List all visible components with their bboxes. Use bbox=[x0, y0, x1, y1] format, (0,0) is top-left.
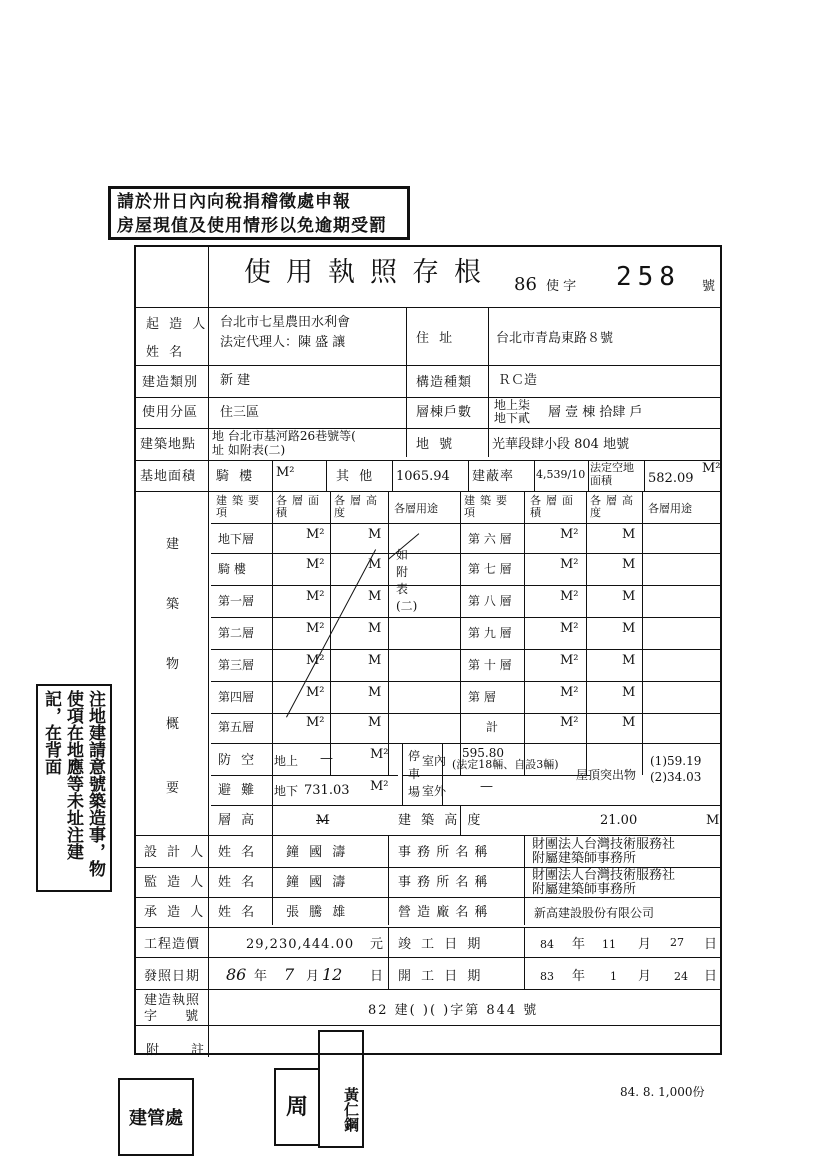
area-unit: M² bbox=[560, 621, 579, 636]
start-y: 年 bbox=[572, 969, 586, 984]
area-unit: M² bbox=[560, 653, 579, 668]
total-height-label: 建 築 高 度 bbox=[398, 813, 484, 828]
col-area-header-2: 各層面積 bbox=[530, 494, 578, 519]
open-space-label: 法定空地面積 bbox=[590, 461, 634, 487]
designer-office-label: 事 務 所 名 稱 bbox=[398, 845, 489, 860]
structure-value: ＲＣ造 bbox=[498, 373, 538, 388]
completion-month: 11 bbox=[602, 938, 616, 951]
stamp-line-2: 房屋現值及使用情形以免逾期受罰 bbox=[117, 216, 387, 236]
shelter-above-value: — bbox=[320, 751, 333, 766]
floors-text: 層 壹 棟 拾肆 戶 bbox=[548, 405, 643, 420]
parking-label: 停車場 bbox=[408, 749, 421, 799]
pen-stroke bbox=[286, 549, 376, 717]
height-unit: M bbox=[368, 685, 382, 700]
completion-y: 年 bbox=[572, 937, 586, 952]
start-m: 月 bbox=[638, 969, 652, 984]
col-item-header: 建築要項 bbox=[216, 494, 264, 519]
designer-office-1: 財團法人台灣技術服務社 bbox=[532, 837, 676, 852]
building-summary-char-5: 要 bbox=[166, 781, 180, 796]
builder-representative: 法定代理人：陳 盛 讓 bbox=[220, 335, 346, 350]
parking-indoor-note: (法定18輛、自設3輛) bbox=[452, 758, 559, 771]
lot-label: 地 號 bbox=[416, 437, 456, 452]
floor-height-value: M bbox=[316, 813, 330, 828]
issue-month: 7 bbox=[284, 965, 295, 984]
notes-label: 附 註 bbox=[146, 1043, 219, 1058]
floor-row-10: 第 十 層 bbox=[468, 658, 512, 672]
completion-label: 竣 工 日 期 bbox=[398, 937, 484, 952]
height-unit: M bbox=[622, 589, 636, 604]
floor-row-x: 第 層 bbox=[468, 690, 496, 704]
col-area-header: 各層面積 bbox=[276, 494, 324, 519]
completion-year: 84 bbox=[540, 938, 554, 951]
form-suffix: 號 bbox=[702, 279, 716, 294]
designer-label: 設 計 人 bbox=[144, 845, 207, 860]
side-note bbox=[36, 684, 112, 892]
builder-label: 起 造 人 bbox=[146, 317, 209, 332]
area-unit: M² bbox=[306, 589, 325, 604]
height-unit: M bbox=[622, 557, 636, 572]
building-summary-char-3: 物 bbox=[166, 657, 180, 672]
structure-label: 構造種類 bbox=[416, 375, 473, 390]
tax-notice-stamp bbox=[108, 186, 410, 240]
building-type-label: 建造類別 bbox=[142, 375, 199, 390]
completion-day: 27 bbox=[670, 936, 684, 949]
seal-huang bbox=[318, 1030, 364, 1148]
form-title: 使用執照存根 bbox=[244, 257, 496, 288]
start-day: 24 bbox=[674, 970, 688, 983]
seal-huang-text: 黃仁鋼 bbox=[342, 1086, 360, 1132]
area-unit: M² bbox=[306, 621, 325, 636]
start-month: 1 bbox=[610, 970, 617, 983]
shelter-below-value: 731.03 bbox=[304, 783, 350, 798]
issue-year: 86 bbox=[226, 965, 247, 984]
floor-row-2: 第二層 bbox=[218, 626, 255, 640]
issue-d: 日 bbox=[370, 969, 384, 984]
area-unit: M² bbox=[306, 653, 325, 668]
completion-m: 月 bbox=[638, 937, 652, 952]
floor-row-8: 第 八 層 bbox=[468, 594, 512, 608]
cost-value: 29,230,444.00 bbox=[246, 937, 355, 952]
col-item-header-2: 建築要項 bbox=[464, 494, 512, 519]
height-unit: M bbox=[622, 685, 636, 700]
form-char-label: 使 字 bbox=[546, 279, 577, 294]
col-use-header-2: 各層用途 bbox=[648, 502, 692, 515]
open-space-unit: M² bbox=[702, 461, 721, 476]
parking-outdoor-value: — bbox=[480, 779, 493, 794]
total-height-value: 21.00 bbox=[600, 813, 638, 828]
print-info: 84. 8. 1,000份 bbox=[620, 1085, 705, 1099]
roof-value-2: (2)34.03 bbox=[650, 770, 702, 784]
height-unit: M bbox=[368, 653, 382, 668]
completion-d: 日 bbox=[704, 937, 718, 952]
area-unit: M² bbox=[306, 715, 325, 730]
coverage-label: 建蔽率 bbox=[472, 469, 515, 484]
area-unit: M² bbox=[560, 589, 579, 604]
roof-label: 屋頂突出物 bbox=[576, 768, 637, 782]
arcade-label: 騎 樓 bbox=[216, 469, 256, 484]
area-unit: M² bbox=[306, 685, 325, 700]
permit-label-1: 建造執照 bbox=[144, 993, 201, 1008]
floor-row-total: 計 bbox=[486, 720, 499, 734]
height-unit: M bbox=[368, 589, 382, 604]
parking-indoor-value: 595.80 bbox=[462, 746, 504, 760]
supervisor-office-label: 事 務 所 名 稱 bbox=[398, 875, 489, 890]
shelter-below-unit: M² bbox=[370, 779, 389, 794]
height-unit: M bbox=[368, 527, 382, 542]
parking-outdoor-label: 室外 bbox=[422, 784, 447, 798]
form-number: 258 bbox=[616, 262, 681, 292]
area-unit: M² bbox=[306, 527, 325, 542]
col-use-header: 各層用途 bbox=[394, 502, 438, 515]
builder-name: 台北市七星農田水利會 bbox=[220, 315, 351, 330]
start-label: 開 工 日 期 bbox=[398, 969, 484, 984]
arcade-value: M² bbox=[276, 465, 295, 480]
supervisor-name-label: 姓 名 bbox=[218, 875, 258, 890]
permit-text: 82 建( )( )字第 844 號 bbox=[368, 1003, 539, 1018]
form-year: 86 bbox=[514, 274, 537, 295]
building-summary-char-2: 築 bbox=[166, 597, 180, 612]
height-unit: M bbox=[622, 527, 636, 542]
lot-value: 光華段肆小段 804 地號 bbox=[492, 437, 630, 452]
contractor-label: 承 造 人 bbox=[144, 905, 207, 920]
designer-name: 鐘 國 濤 bbox=[286, 845, 349, 860]
site-address-2: 址 如附表(二) bbox=[212, 443, 286, 457]
floors-count-label: 層棟戶數 bbox=[416, 405, 473, 420]
builder-address: 台北市青島東路８號 bbox=[496, 331, 614, 346]
roof-value-1: (1)59.19 bbox=[650, 754, 702, 768]
other-label: 其 他 bbox=[336, 469, 376, 484]
site-address: 地 台北市基河路26巷號等( bbox=[212, 429, 356, 443]
designer-name-label: 姓 名 bbox=[218, 845, 258, 860]
permit-label-2: 字 號 bbox=[144, 1009, 211, 1024]
cost-unit: 元 bbox=[370, 937, 384, 952]
total-height-unit: M bbox=[706, 813, 720, 828]
floor-height-label: 層 高 bbox=[218, 813, 258, 828]
area-unit: M² bbox=[560, 685, 579, 700]
area-unit: M² bbox=[560, 527, 579, 542]
col-height-header-2: 各層高度 bbox=[590, 494, 638, 519]
contractor-name-label: 姓 名 bbox=[218, 905, 258, 920]
issue-day: 12 bbox=[322, 965, 343, 984]
shelter-below-label: 地下 bbox=[274, 784, 299, 798]
address-label: 住 址 bbox=[416, 331, 456, 346]
floor-row-6: 第 六 層 bbox=[468, 532, 512, 546]
building-type-value: 新 建 bbox=[220, 373, 251, 388]
height-unit: M bbox=[622, 715, 636, 730]
cost-label: 工程造價 bbox=[144, 937, 201, 952]
supervisor-office-2: 附屬建築師事務所 bbox=[532, 882, 637, 897]
supervisor-name: 鐘 國 濤 bbox=[286, 875, 349, 890]
start-year: 83 bbox=[540, 970, 554, 983]
contractor-company-label: 營 造 廠 名 稱 bbox=[398, 905, 489, 920]
floor-row-b: 地下層 bbox=[218, 532, 255, 546]
issue-m: 月 bbox=[306, 969, 320, 984]
height-unit: M bbox=[368, 557, 382, 572]
height-unit: M bbox=[622, 621, 636, 636]
supervisor-office-1: 財團法人台灣技術服務社 bbox=[532, 868, 676, 883]
floors-above: 地上柒 bbox=[494, 398, 531, 412]
parking-indoor-label: 室內 bbox=[422, 754, 447, 768]
floor-row-7: 第 七 層 bbox=[468, 562, 512, 576]
side-note-text: 注地建請意號築造事，物使項在地應等未址注建記，在背面 bbox=[41, 690, 105, 877]
height-unit: M bbox=[368, 621, 382, 636]
issue-y: 年 bbox=[254, 969, 268, 984]
shelter-above-unit: M² bbox=[370, 747, 389, 762]
floor-row-3: 第三層 bbox=[218, 658, 255, 672]
supervisor-label: 監 造 人 bbox=[144, 875, 207, 890]
building-summary-char-4: 概 bbox=[166, 717, 180, 732]
building-summary-char-1: 建 bbox=[166, 537, 180, 552]
use-note: 如附表(二) bbox=[396, 548, 418, 613]
height-unit: M bbox=[368, 715, 382, 730]
bureau-stamp bbox=[118, 1078, 194, 1156]
floor-row-5: 第五層 bbox=[218, 720, 255, 734]
stamp-line-1: 請於卅日內向稅捐稽徵處申報 bbox=[117, 192, 351, 212]
height-unit: M bbox=[622, 653, 636, 668]
designer-office-2: 附屬建築師事務所 bbox=[532, 851, 637, 866]
floor-row-1: 第一層 bbox=[218, 594, 255, 608]
floors-below: 地下貳 bbox=[494, 411, 531, 425]
floor-row-9: 第 九 層 bbox=[468, 626, 512, 640]
shelter-label-2: 避 難 bbox=[218, 783, 258, 798]
seal-chou bbox=[274, 1068, 320, 1146]
shelter-label-1: 防 空 bbox=[218, 753, 258, 768]
site-label: 建築地點 bbox=[140, 437, 197, 452]
floor-row-4: 第四層 bbox=[218, 690, 255, 704]
issue-label: 發照日期 bbox=[144, 969, 201, 984]
shelter-above-label: 地上 bbox=[274, 754, 299, 768]
coverage-value: 4,539/10 bbox=[536, 468, 586, 481]
start-d: 日 bbox=[704, 969, 718, 984]
open-space-value: 582.09 bbox=[648, 471, 694, 486]
base-area-label: 基地面積 bbox=[140, 469, 197, 484]
bureau-stamp-text: 建管處 bbox=[129, 1108, 183, 1129]
other-value: 1065.94 bbox=[396, 469, 450, 484]
license-form bbox=[134, 245, 722, 1058]
contractor-name: 張 騰 雄 bbox=[286, 905, 349, 920]
zone-label: 使用分區 bbox=[142, 405, 199, 420]
builder-name-label: 姓 名 bbox=[146, 345, 186, 360]
zone-value: 住三區 bbox=[220, 405, 260, 420]
contractor-company: 新高建設股份有限公司 bbox=[534, 906, 655, 920]
col-height-header: 各層高度 bbox=[334, 494, 382, 519]
area-unit: M² bbox=[560, 715, 579, 730]
margin-marks bbox=[740, 290, 810, 950]
seal-chou-text: 周 bbox=[285, 1094, 308, 1120]
area-unit: M² bbox=[560, 557, 579, 572]
area-unit: M² bbox=[306, 557, 325, 572]
floor-row-arcade: 騎 樓 bbox=[218, 562, 246, 576]
